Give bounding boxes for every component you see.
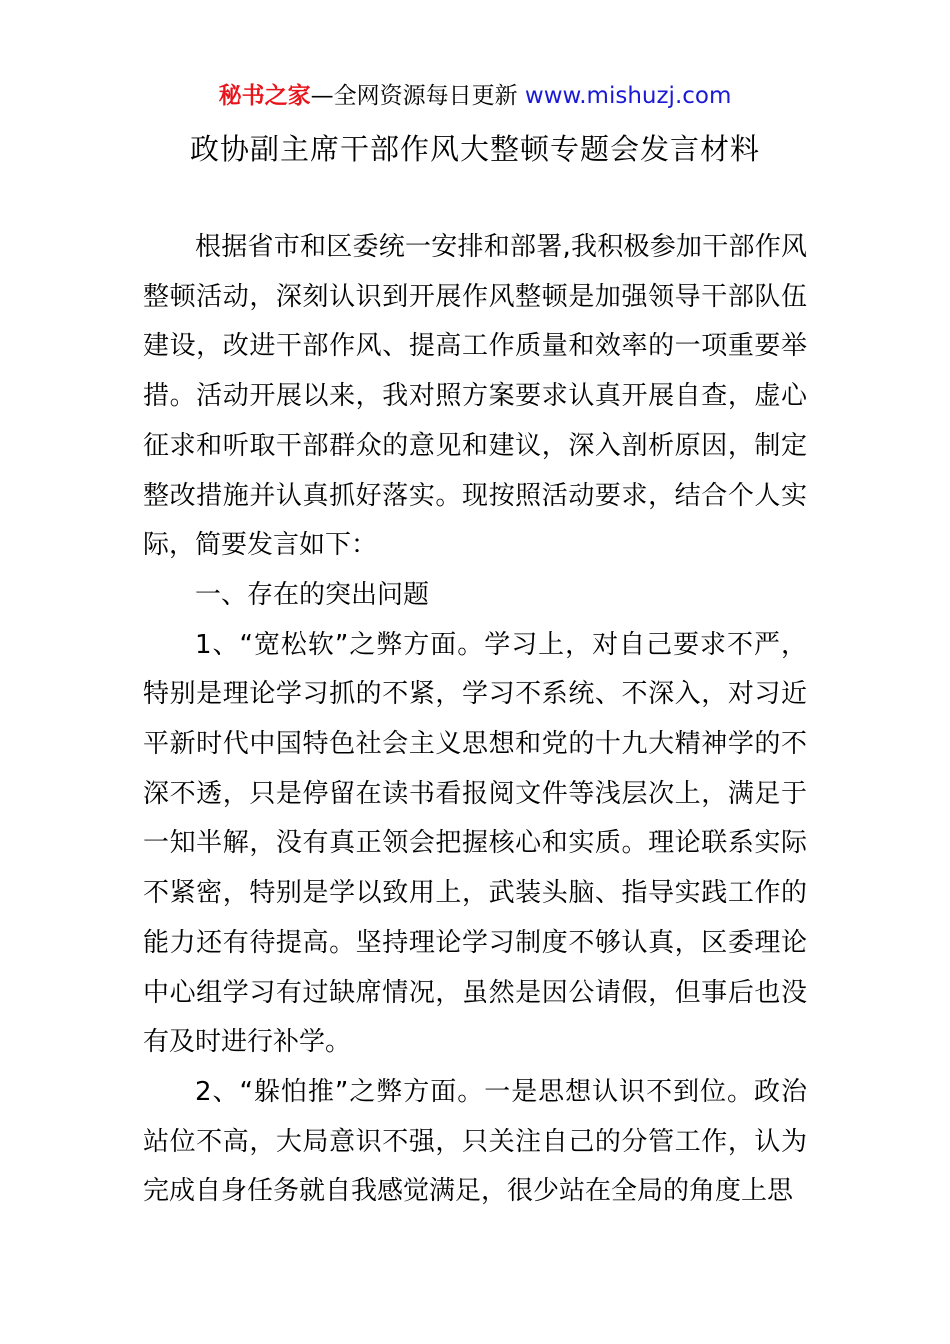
- document-title: 政协副主席干部作风大整顿专题会发言材料: [189, 132, 760, 166]
- paragraph-item-1: 1、“宽松软”之弊方面。学习上，对自己要求不严，特别是理论学习抓的不紧，学习不系统、不深入，对习近平新时代中国特色社会主义思想和党的十九大精神学的不深不透，只是停留在读书看报阅文件等浅层次上，满足于一知半解，没有真正领会把握核心和实质。理论联系实际不紧密，特别是学以致用上，武装头脑、指导实践工作的能力还有待提高。坚持理论学习制度不够认真，区委理论中心组学习有过缺席情况，虽然是因公请假，但事后也没有及时进行补学。: [143, 629, 807, 1058]
- site-brand: 秘书之家: [218, 83, 311, 109]
- paragraph-item-2: 2、“躲怕推”之弊方面。一是思想认识不到位。政治站位不高，大局意识不强，只关注自己的分管工作，认为完成自身任务就自我感觉满足，很少站在全局的角度上思: [143, 1076, 807, 1207]
- site-header: [0, 78, 950, 114]
- document-body: [143, 223, 807, 1217]
- site-tagline: —全网资源每日更新: [310, 83, 525, 109]
- section-heading: 一、存在的突出问题: [195, 579, 430, 610]
- site-url-link[interactable]: www.mishuzj.com: [524, 83, 732, 109]
- paragraph-intro: 根据省市和区委统一安排和部署,我积极参加干部作风整顿活动，深刻认识到开展作风整顿是加强领导干部队伍建设，改进干部作风、提高工作质量和效率的一项重要举措。活动开展以来，我对照方案要求认真开展自查，虚心征求和听取干部群众的意见和建议，深入剖析原因，制定整改措施并认真抓好落实。现按照活动要求，结合个人实际，简要发言如下：: [143, 232, 807, 561]
